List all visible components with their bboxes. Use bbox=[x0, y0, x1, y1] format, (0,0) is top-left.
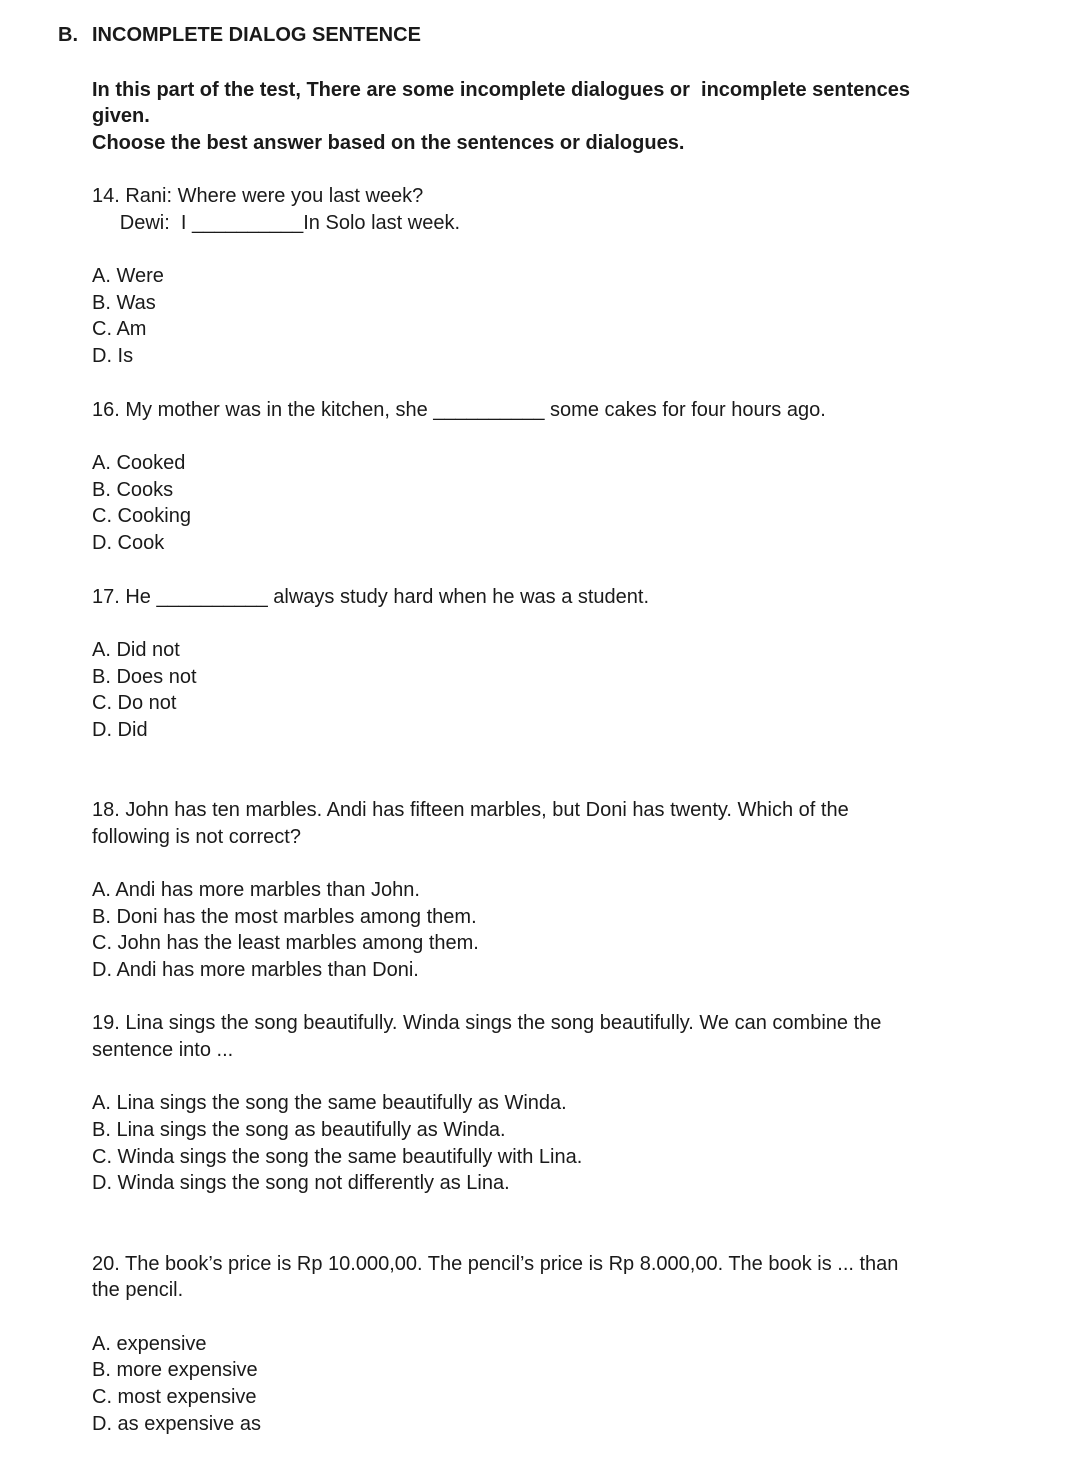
question-16-option-a: A. Cooked bbox=[92, 452, 186, 474]
question-17-option-c: C. Do not bbox=[92, 692, 177, 714]
question-20-prompt-line-2: the pencil. bbox=[92, 1279, 184, 1301]
question-19-option-a: A. Lina sings the song the same beautifully as Winda. bbox=[92, 1092, 567, 1114]
question-17-option-d: D. Did bbox=[92, 719, 148, 741]
question-18-option-c: C. John has the least marbles among them. bbox=[92, 932, 479, 954]
question-20-option-c: C. most expensive bbox=[92, 1386, 257, 1408]
question-16-option-d: D. Cook bbox=[92, 532, 165, 554]
question-20-option-a: A. expensive bbox=[92, 1333, 207, 1355]
question-19-prompt-line-1: 19. Lina sings the song beautifully. Winda sings the song beautifully. We can combine the bbox=[92, 1012, 882, 1034]
question-17-prompt-line-1: 17. He __________ always study hard when he was a student. bbox=[92, 586, 650, 608]
question-16-prompt-line-1: 16. My mother was in the kitchen, she __________ some cakes for four hours ago. bbox=[92, 399, 826, 421]
instructions-line-3: Choose the best answer based on the sentences or dialogues. bbox=[92, 132, 685, 154]
question-17-option-b: B. Does not bbox=[92, 666, 197, 688]
question-19-option-c: C. Winda sings the song the same beautifully with Lina. bbox=[92, 1146, 583, 1168]
question-20-option-b: B. more expensive bbox=[92, 1359, 258, 1381]
question-19-option-b: B. Lina sings the song as beautifully as Winda. bbox=[92, 1119, 506, 1141]
question-19-option-d: D. Winda sings the song not differently as Lina. bbox=[92, 1172, 510, 1194]
question-18-prompt-line-2: following is not correct? bbox=[92, 826, 301, 848]
question-14-option-b: B. Was bbox=[92, 292, 156, 314]
question-20-prompt-line-1: 20. The book’s price is Rp 10.000,00. The pencil’s price is Rp 8.000,00. The book is ... than bbox=[92, 1253, 899, 1275]
question-14-prompt-line-1: 14. Rani: Where were you last week? bbox=[92, 185, 424, 207]
question-14-option-d: D. Is bbox=[92, 345, 134, 367]
instructions-line-2: given. bbox=[92, 105, 150, 127]
question-16-option-b: B. Cooks bbox=[92, 479, 174, 501]
section-title: INCOMPLETE DIALOG SENTENCE bbox=[92, 24, 421, 46]
question-18-option-d: D. Andi has more marbles than Doni. bbox=[92, 959, 419, 981]
question-14-option-c: C. Am bbox=[92, 318, 147, 340]
question-18-option-b: B. Doni has the most marbles among them. bbox=[92, 906, 477, 928]
question-17-option-a: A. Did not bbox=[92, 639, 180, 661]
question-19-prompt-line-2: sentence into ... bbox=[92, 1039, 234, 1061]
question-16-option-c: C. Cooking bbox=[92, 505, 191, 527]
question-14-option-a: A. Were bbox=[92, 265, 164, 287]
question-14-prompt-line-2: Dewi: I __________In Solo last week. bbox=[92, 212, 460, 234]
question-20-option-d: D. as expensive as bbox=[92, 1413, 261, 1435]
question-18-prompt-line-1: 18. John has ten marbles. Andi has fifteen marbles, but Doni has twenty. Which of the bbox=[92, 799, 849, 821]
section-heading bbox=[58, 22, 421, 48]
question-18-option-a: A. Andi has more marbles than John. bbox=[92, 879, 420, 901]
section-letter: B. bbox=[58, 24, 78, 46]
instructions-line-1: In this part of the test, There are some incomplete dialogues or incomplete sentences bbox=[92, 79, 910, 101]
